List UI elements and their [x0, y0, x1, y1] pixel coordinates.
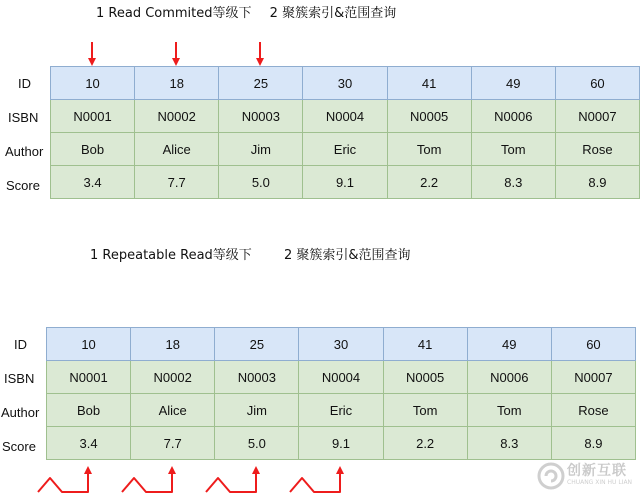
diagram2-label-id: ID: [14, 337, 27, 352]
watermark-logo-icon: [536, 461, 566, 491]
id-cell: 41: [387, 67, 471, 100]
id-cell: 30: [303, 67, 387, 100]
id-cell: 41: [383, 328, 467, 361]
isbn-cell: N0002: [135, 100, 219, 133]
author-cell: Alice: [135, 133, 219, 166]
score-cell: 3.4: [47, 427, 131, 460]
author-cell: Tom: [471, 133, 555, 166]
diagram1-caption-isolation: 1 Read Commited等级下: [96, 6, 252, 21]
isbn-cell: N0005: [383, 361, 467, 394]
score-cell: 5.0: [215, 427, 299, 460]
diagram2-gap-lock-arrows: [38, 470, 340, 492]
author-cell: Tom: [467, 394, 551, 427]
diagram2-label-author: Author: [1, 405, 40, 420]
isbn-cell: N0004: [303, 100, 387, 133]
watermark-name: 创新互联: [567, 463, 627, 479]
id-cell: 18: [135, 67, 219, 100]
isbn-cell: N0006: [471, 100, 555, 133]
gap-lock-arrow-icon: [122, 470, 172, 492]
id-cell: 25: [219, 67, 303, 100]
watermark-subtitle: CHUANG XIN HU LIAN: [567, 479, 633, 486]
author-cell: Jim: [215, 394, 299, 427]
isbn-cell: N0003: [215, 361, 299, 394]
diagram1-label-author: Author: [5, 144, 44, 159]
score-cell: 5.0: [219, 166, 303, 199]
author-cell: Eric: [299, 394, 383, 427]
id-cell: 25: [215, 328, 299, 361]
diagram2-label-score: Score: [2, 439, 36, 454]
id-cell: 10: [51, 67, 135, 100]
diagram1-caption-index: 2 聚簇索引&范围查询: [269, 6, 397, 21]
author-cell: Bob: [47, 394, 131, 427]
id-cell: 10: [47, 328, 131, 361]
author-cell: Rose: [555, 133, 639, 166]
watermark-logo: [534, 457, 640, 495]
gap-lock-arrow-icon: [38, 470, 88, 492]
diagram1-label-isbn: ISBN: [8, 110, 39, 125]
gap-lock-arrow-icon: [290, 470, 340, 492]
id-cell: 49: [467, 328, 551, 361]
score-cell: 8.3: [471, 166, 555, 199]
diagram2-caption-index: 2 聚簇索引&范围查询: [283, 248, 411, 263]
diagram1-label-score: Score: [6, 178, 40, 193]
id-cell: 60: [555, 67, 639, 100]
score-cell: 8.9: [551, 427, 635, 460]
author-cell: Tom: [387, 133, 471, 166]
isbn-cell: N0007: [551, 361, 635, 394]
id-cell: 49: [471, 67, 555, 100]
score-cell: 9.1: [303, 166, 387, 199]
score-cell: 9.1: [299, 427, 383, 460]
isbn-cell: N0004: [299, 361, 383, 394]
id-cell: 18: [131, 328, 215, 361]
author-cell: Tom: [383, 394, 467, 427]
isbn-cell: N0003: [219, 100, 303, 133]
score-cell: 3.4: [51, 166, 135, 199]
isbn-cell: N0002: [131, 361, 215, 394]
score-cell: 8.9: [555, 166, 639, 199]
author-cell: Bob: [51, 133, 135, 166]
author-cell: Rose: [551, 394, 635, 427]
diagram2-caption-isolation: 1 Repeatable Read等级下: [90, 248, 252, 263]
score-cell: 2.2: [383, 427, 467, 460]
isbn-cell: N0001: [47, 361, 131, 394]
gap-lock-arrow-icon: [206, 470, 256, 492]
isbn-cell: N0007: [555, 100, 639, 133]
isbn-cell: N0006: [467, 361, 551, 394]
author-cell: Alice: [131, 394, 215, 427]
author-cell: Jim: [219, 133, 303, 166]
author-cell: Eric: [303, 133, 387, 166]
isbn-cell: N0005: [387, 100, 471, 133]
id-cell: 30: [299, 328, 383, 361]
id-cell: 60: [551, 328, 635, 361]
score-cell: 8.3: [467, 427, 551, 460]
diagram1-lock-arrows: [92, 42, 260, 62]
diagram1-label-id: ID: [18, 76, 31, 91]
score-cell: 2.2: [387, 166, 471, 199]
isbn-cell: N0001: [51, 100, 135, 133]
score-cell: 7.7: [131, 427, 215, 460]
diagram2-label-isbn: ISBN: [4, 371, 35, 386]
score-cell: 7.7: [135, 166, 219, 199]
